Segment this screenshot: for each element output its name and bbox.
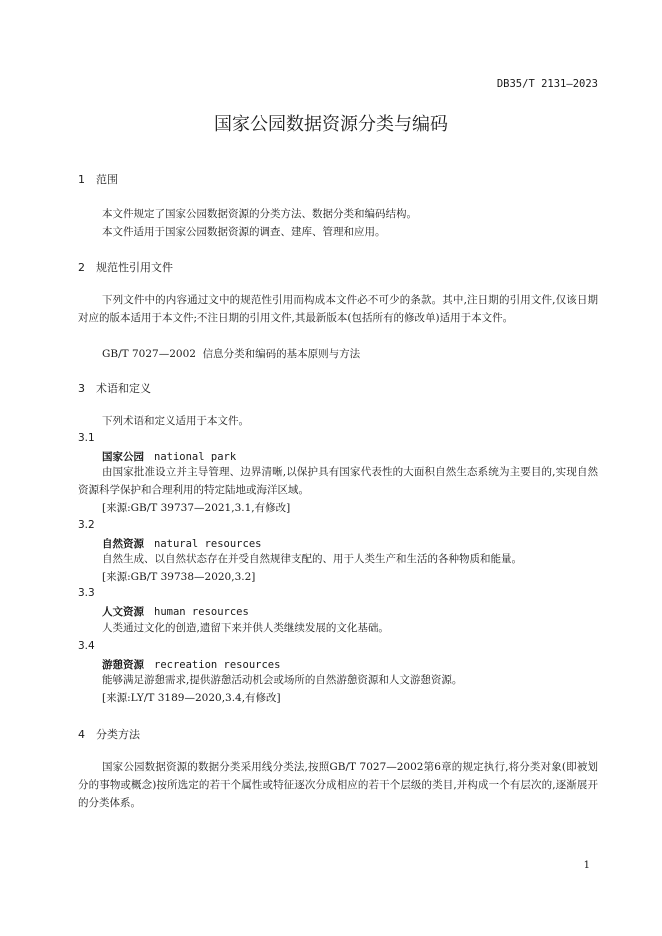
section-1-heading [78, 171, 118, 187]
term-number: 3.4 [78, 640, 95, 652]
section-number: 3 [78, 382, 85, 395]
paragraph: 本文件规定了国家公园数据资源的分类方法、数据分类和编码结构。 [102, 208, 417, 220]
term-entry [102, 536, 261, 551]
document-title: 国家公园数据资源分类与编码 [214, 114, 448, 135]
normative-reference: GB/T 7027—2002 信息分类和编码的基本原则与方法 [102, 348, 361, 360]
paragraph: 国家公园数据资源的数据分类采用线分类法,按照GB/T 7027—2002第6章的规定执行,将分类对象(即被划分的事物或概念)按所选定的若干个属性或特征逐次分成相应的若干个层级的类目,并构成一个有层次的,逐渐展开的分类体系。 [78, 761, 598, 809]
term-chinese: 游憩资源 [102, 659, 144, 671]
section-title: 术语和定义 [96, 382, 151, 395]
term-english: human resources [154, 606, 249, 618]
page-number: 1 [583, 860, 590, 871]
term-number: 3.1 [78, 432, 95, 444]
section-number: 2 [78, 261, 85, 274]
term-entry [102, 449, 236, 464]
term-source: [来源:GB/T 39737—2021,3.1,有修改] [102, 502, 291, 514]
section-title: 范围 [96, 173, 118, 186]
paragraph: 下列文件中的内容通过文中的规范性引用而构成本文件必不可少的条款。其中,注日期的引用文件,仅该日期对应的版本适用于本文件;不注日期的引用文件,其最新版本(包括所有的修改单)适用于本文件。 [78, 294, 598, 324]
section-number: 1 [78, 173, 85, 186]
section-title: 分类方法 [96, 728, 140, 741]
term-english: national park [154, 451, 237, 463]
paragraph: 本文件适用于国家公园数据资源的调查、建库、管理和应用。 [102, 226, 386, 238]
standard-code: DB35/T 2131—2023 [496, 78, 598, 90]
term-source: [来源:LY/T 3189—2020,3.4,有修改] [102, 692, 281, 704]
term-entry [102, 657, 280, 672]
term-chinese: 自然资源 [102, 538, 144, 550]
term-english: natural resources [154, 538, 262, 550]
paragraph: 下列术语和定义适用于本文件。 [102, 415, 249, 427]
term-number: 3.3 [78, 587, 95, 599]
term-chinese: 人文资源 [102, 606, 144, 618]
section-number: 4 [78, 728, 85, 741]
term-definition: 自然生成、以自然状态存在并受自然规律支配的、用于人类生产和生活的各种物质和能量。 [102, 553, 522, 565]
term-chinese: 国家公园 [102, 451, 144, 463]
section-title: 规范性引用文件 [96, 261, 173, 274]
term-definition: 能够满足游憩需求,提供游憩活动机会或场所的自然游憩资源和人文游憩资源。 [102, 674, 463, 686]
term-number: 3.2 [78, 519, 95, 531]
term-source: [来源:GB/T 39738—2020,3.2] [102, 571, 256, 583]
section-4-heading [78, 726, 140, 742]
section-3-heading [78, 380, 151, 396]
term-definition: 人类通过文化的创造,遗留下来并供人类继续发展的文化基础。 [102, 622, 389, 634]
term-definition: 由国家批准设立并主导管理、边界清晰,以保护具有国家代表性的大面积自然生态系统为主要目的,实现自然资源科学保护和合理利用的特定陆地或海洋区域。 [78, 466, 598, 496]
term-entry [102, 604, 249, 619]
term-english: recreation resources [154, 659, 281, 671]
section-2-heading [78, 259, 173, 275]
